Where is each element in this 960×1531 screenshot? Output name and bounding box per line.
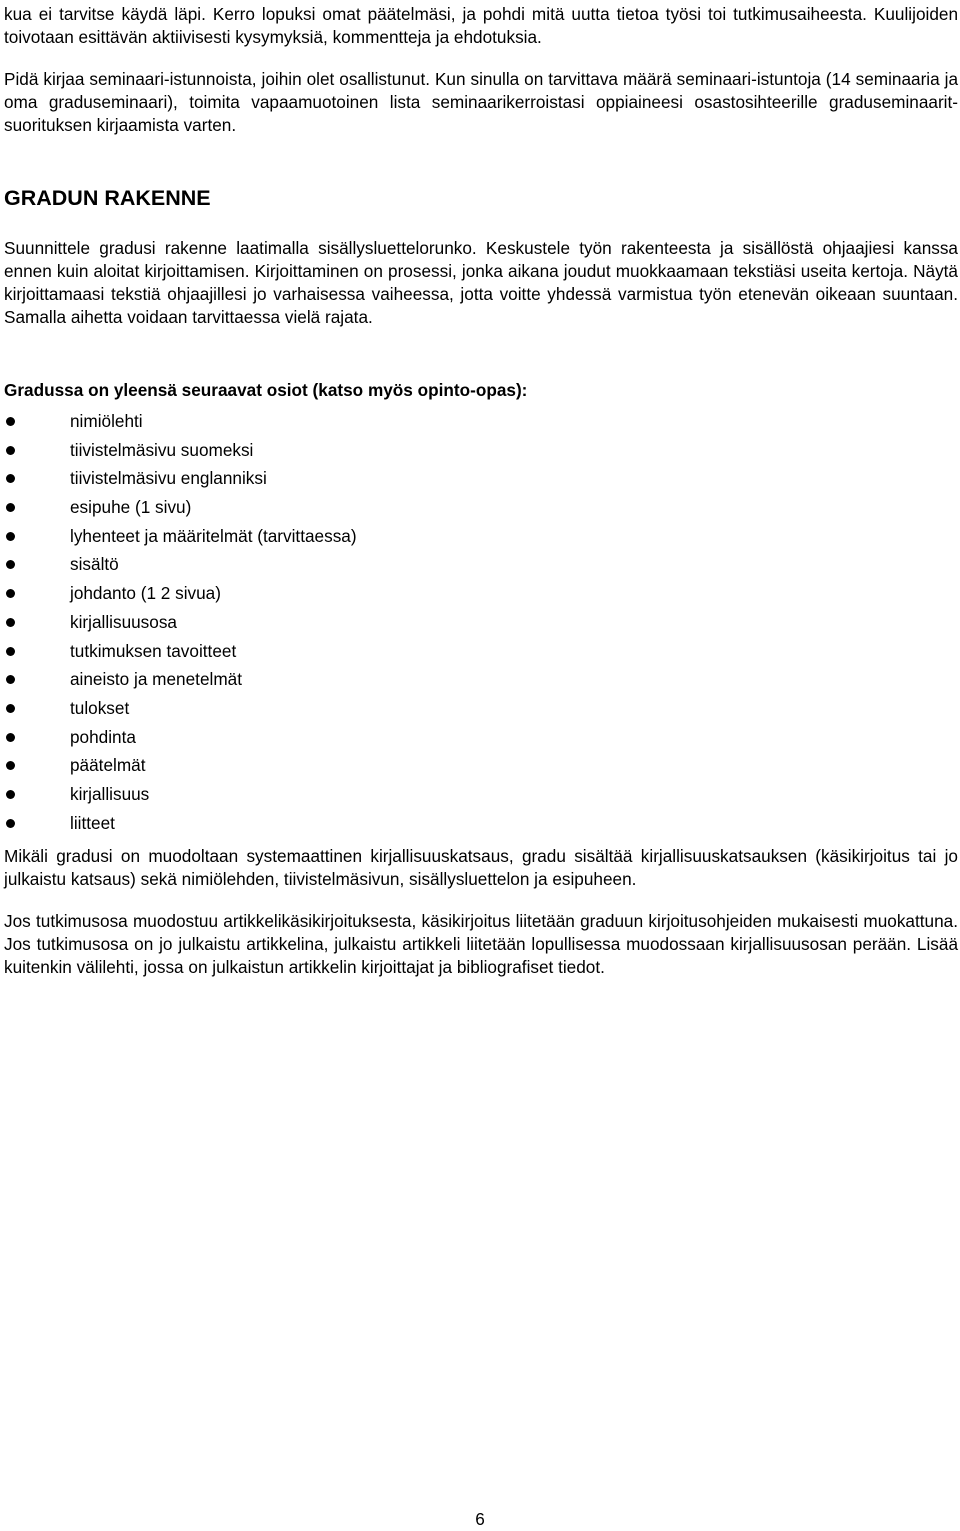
list-item-label: tiivistelmäsivu englanniksi: [70, 468, 267, 489]
bullet-icon: [6, 446, 15, 455]
bullet-icon: [6, 532, 15, 541]
bullet-icon: [6, 474, 15, 483]
bullet-icon: [6, 589, 15, 598]
list-item: [4, 665, 958, 694]
bullet-icon: [6, 647, 15, 656]
list-item: [4, 694, 958, 723]
list-item-label: esipuhe (1 sivu): [70, 497, 192, 518]
articles-paragraph: Jos tutkimusosa muodostuu artikkelikäsikirjoituksesta, käsikirjoitus liitetään graduun kirjoitusohjeiden mukaisesti muokattuna. Jos tutkimusosa on jo julkaistu artikkelina, julkaistu artikkeli liitetään lopullisessa muodossaan kirjallisuusosan perään. Lisää kuitenkin välilehti, jossa on julkaistun artikkelin kirjoittajat ja bibliografiset tiedot.: [4, 911, 958, 978]
list-item-label: kirjallisuus: [70, 783, 150, 804]
bullet-icon: [6, 704, 15, 713]
list-item: [4, 608, 958, 637]
sections-list: [4, 407, 958, 837]
list-item-label: nimiölehti: [70, 411, 143, 431]
list-item: [4, 723, 958, 752]
bullet-icon: [6, 560, 15, 569]
list-item: [4, 464, 958, 493]
bullet-icon: [6, 733, 15, 742]
list-item: [4, 522, 958, 551]
list-item-label: johdanto (1 2 sivua): [70, 583, 221, 604]
bullet-icon: [6, 618, 15, 627]
list-item-label: tulokset: [70, 697, 130, 718]
list-item-label: kirjallisuusosa: [70, 611, 177, 632]
list-item: [4, 407, 958, 436]
list-item-label: pohdinta: [70, 726, 136, 747]
list-item-label: päätelmät: [70, 755, 146, 776]
list-item: [4, 579, 958, 608]
page-number: 6: [475, 1509, 485, 1529]
list-item-label: aineisto ja menetelmät: [70, 669, 242, 690]
bullet-icon: [6, 819, 15, 828]
list-item-label: sisältö: [70, 554, 119, 575]
bullet-icon: [6, 675, 15, 684]
list-item: [4, 637, 958, 666]
literature-review-paragraph: Mikäli gradusi on muodoltaan systemaattinen kirjallisuuskatsaus, gradu sisältää kirjallisuuskatsauksen (käsikirjoitus tai jo julkaistu katsaus) sekä nimiölehden, tiivistelmäsivun, sisällysluettelon ja esipuheen.: [4, 846, 958, 890]
list-item-label: tutkimuksen tavoitteet: [70, 640, 237, 661]
bullet-icon: [6, 761, 15, 770]
structure-paragraph: Suunnittele gradusi rakenne laatimalla sisällysluettelorunko. Keskustele työn rakenteesta ja sisällöstä ohjaajiesi kanssa ennen kuin aloitat kirjoittamisen. Kirjoittaminen on prosessi, jonka aikana joudut muokkaamaan tekstiäsi useita kertoja. Näytä kirjoittamaasi tekstiä ohjaajillesi jo varhaisessa vaiheessa, jotta voitte yhdessä varmistua työn etenevän oikeaan suuntaan. Samalla aihetta voidaan tarvittaessa vielä rajata.: [4, 238, 958, 327]
seminar-log-paragraph: Pidä kirjaa seminaari-istunnoista, joihin olet osallistunut. Kun sinulla on tarvittava määrä seminaari-istuntoja (14 seminaaria ja oma graduseminaari), toimita vapaamuotoinen lista seminaarikerroistasi oppiaineesi osastosihteerille graduseminaarit-suorituksen kirjaamista varten.: [4, 69, 958, 135]
list-item: [4, 780, 958, 809]
bullet-icon: [6, 417, 15, 426]
sections-list-heading: Gradussa on yleensä seuraavat osiot (katso myös opinto-opas):: [4, 380, 528, 400]
document-page: [4, 0, 958, 979]
list-item: [4, 751, 958, 780]
list-item: [4, 436, 958, 465]
list-item-label: liitteet: [70, 812, 115, 833]
list-item: [4, 809, 958, 838]
list-item-label: lyhenteet ja määritelmät (tarvittaessa): [70, 525, 357, 546]
list-item: [4, 550, 958, 579]
section-heading: GRADUN RAKENNE: [4, 186, 211, 210]
list-item: [4, 493, 958, 522]
list-item-label: tiivistelmäsivu suomeksi: [70, 439, 254, 460]
bullet-icon: [6, 790, 15, 799]
intro-paragraph: kua ei tarvitse käydä läpi. Kerro lopuksi omat päätelmäsi, ja pohdi mitä uutta tietoa työsi toi tutkimusaiheesta. Kuulijoiden toivotaan esittävän aktiivisesti kysymyksiä, kommentteja ja ehdotuksia.: [4, 4, 958, 47]
bullet-icon: [6, 503, 15, 512]
